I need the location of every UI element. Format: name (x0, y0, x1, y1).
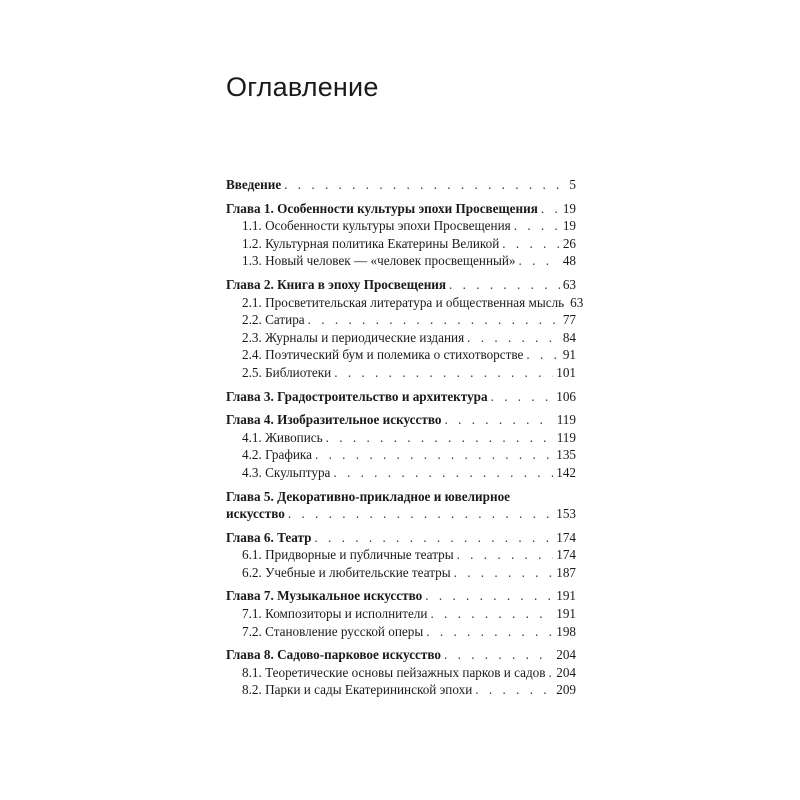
dot-leader (326, 429, 554, 447)
toc-entry-title: 2.4. Поэтический бум и полемика о стихотворстве (242, 347, 524, 363)
toc-entry-title: 4.1. Живопись (242, 429, 323, 445)
toc-section-6-1[interactable] (226, 546, 576, 564)
dot-leader (502, 235, 560, 253)
toc-page-number: 204 (556, 647, 576, 663)
toc-entry-title: 2.3. Журналы и периодические издания (242, 329, 465, 345)
toc-page-number: 19 (562, 218, 576, 234)
toc-page-number: 106 (556, 388, 576, 404)
toc-entry-title: Введение (226, 177, 282, 192)
toc-entry-title: 2.2. Сатира (242, 312, 305, 328)
toc-section-4-3[interactable] (226, 464, 576, 482)
toc-page-number: 63 (570, 294, 584, 310)
toc-entry-title: 1.3. Новый человек — «человек просвещенный» (242, 253, 516, 269)
toc-section-1-3[interactable] (226, 252, 576, 270)
toc-chapter-1[interactable] (226, 200, 576, 218)
toc-entry-title: 7.2. Становление русской оперы (242, 623, 424, 639)
toc-entry-title: 1.2. Культурная политика Екатерины Великой (242, 235, 500, 251)
toc-entry-title: Глава 4. Изобразительное искусство (226, 412, 442, 428)
toc-chapter-3[interactable] (226, 388, 576, 406)
toc-chapter-4[interactable] (226, 411, 576, 429)
toc-section-7-1[interactable] (226, 605, 576, 623)
toc-page-number: 204 (556, 664, 576, 680)
toc-entry-title: 6.2. Учебные и любительские театры (242, 564, 451, 580)
toc-entry-intro[interactable] (226, 176, 576, 194)
toc-entry-title: 4.2. Графика (242, 447, 312, 463)
toc-entry-title: 8.1. Теоретические основы пейзажных парков и садов (242, 664, 546, 680)
dot-leader (445, 411, 554, 429)
toc-entry-title: 6.1. Придворные и публичные театры (242, 547, 454, 563)
toc-entry-title-line: Глава 5. Декоративно-прикладное и ювелирное (226, 488, 511, 504)
dot-leader (541, 200, 560, 218)
toc-chapter-2[interactable] (226, 276, 576, 294)
dot-leader (449, 276, 560, 294)
toc-section-2-5[interactable] (226, 364, 576, 382)
toc-entry-title: Глава 3. Градостроительство и архитектура (226, 388, 488, 404)
dot-leader (549, 664, 554, 682)
toc-entry-title: Глава 7. Музыкальное искусство (226, 588, 423, 604)
toc-page-number: 19 (562, 200, 576, 216)
toc-entry-title: Глава 6. Театр (226, 529, 312, 545)
toc-chapter-6[interactable] (226, 529, 576, 547)
toc-page-number: 135 (556, 447, 576, 463)
dot-leader (425, 587, 553, 605)
dot-leader (526, 346, 559, 364)
toc-page-number: 48 (562, 253, 576, 269)
toc-page-number: 77 (562, 312, 576, 328)
toc-entry-title: Глава 2. Книга в эпоху Просвещения (226, 276, 447, 292)
toc-section-8-2[interactable] (226, 681, 576, 699)
toc-entry-title-line: искусство (226, 506, 285, 522)
toc-page-number: 63 (562, 276, 576, 292)
toc-chapter-5[interactable] (226, 488, 576, 523)
toc-entry-title: 2.5. Библиотеки (242, 364, 332, 380)
toc-page-number: 191 (556, 588, 576, 604)
toc-entry-title: 4.3. Скульптура (242, 464, 331, 480)
table-of-contents (226, 176, 584, 699)
toc-chapter-8[interactable] (226, 646, 576, 664)
page-title: Оглавление (226, 72, 379, 102)
toc-section-8-1[interactable] (226, 664, 576, 682)
toc-page-number: 174 (556, 547, 576, 563)
toc-section-6-2[interactable] (226, 564, 576, 582)
toc-section-2-4[interactable] (226, 346, 576, 364)
toc-entry-title: 2.1. Просветительская литература и общественная мысль (242, 294, 565, 310)
toc-page-number: 198 (556, 623, 576, 639)
toc-page-number: 142 (556, 464, 576, 480)
toc-page-number: 26 (562, 235, 576, 251)
toc-section-1-2[interactable] (226, 235, 576, 253)
toc-page-number: 174 (556, 529, 576, 545)
toc-section-1-1[interactable] (226, 217, 576, 235)
dot-leader (308, 311, 560, 329)
toc-page-number: 119 (556, 412, 576, 428)
toc-entry-title: Глава 8. Садово-парковое искусство (226, 647, 442, 663)
toc-section-4-1[interactable] (226, 429, 576, 447)
toc-section-4-2[interactable] (226, 446, 576, 464)
toc-entry-title: Глава 1. Особенности культуры эпохи Просвещения (226, 200, 538, 216)
dot-leader (457, 546, 554, 564)
dot-leader (334, 364, 553, 382)
dot-leader (444, 646, 553, 664)
dot-leader (284, 176, 566, 194)
toc-section-7-2[interactable] (226, 623, 576, 641)
toc-chapter-7[interactable] (226, 587, 576, 605)
dot-leader (519, 252, 560, 270)
toc-page-number: 209 (556, 682, 576, 698)
toc-section-2-1[interactable] (226, 294, 584, 312)
dot-leader (467, 329, 560, 347)
toc-entry-title: 1.1. Особенности культуры эпохи Просвещения (242, 218, 511, 234)
dot-leader (475, 681, 553, 699)
dot-leader (430, 605, 553, 623)
dot-leader (315, 446, 553, 464)
dot-leader (426, 623, 553, 641)
dot-leader (333, 464, 553, 482)
toc-section-2-2[interactable] (226, 311, 576, 329)
toc-page-number: 153 (556, 506, 576, 522)
dot-leader (491, 388, 554, 406)
dot-leader (454, 564, 554, 582)
toc-page-number: 91 (562, 347, 576, 363)
toc-page-number: 119 (556, 429, 576, 445)
toc-page-number: 101 (556, 364, 576, 380)
toc-page-number: 5 (569, 177, 576, 192)
toc-page-number: 191 (556, 606, 576, 622)
toc-entry-title: 7.1. Композиторы и исполнители (242, 606, 428, 622)
dot-leader (288, 505, 553, 523)
dot-leader (314, 529, 553, 547)
dot-leader (514, 217, 560, 235)
toc-entry-title: 8.2. Парки и сады Екатерининской эпохи (242, 682, 473, 698)
toc-page-number: 187 (556, 564, 576, 580)
toc-section-2-3[interactable] (226, 329, 576, 347)
toc-page-number: 84 (562, 329, 576, 345)
